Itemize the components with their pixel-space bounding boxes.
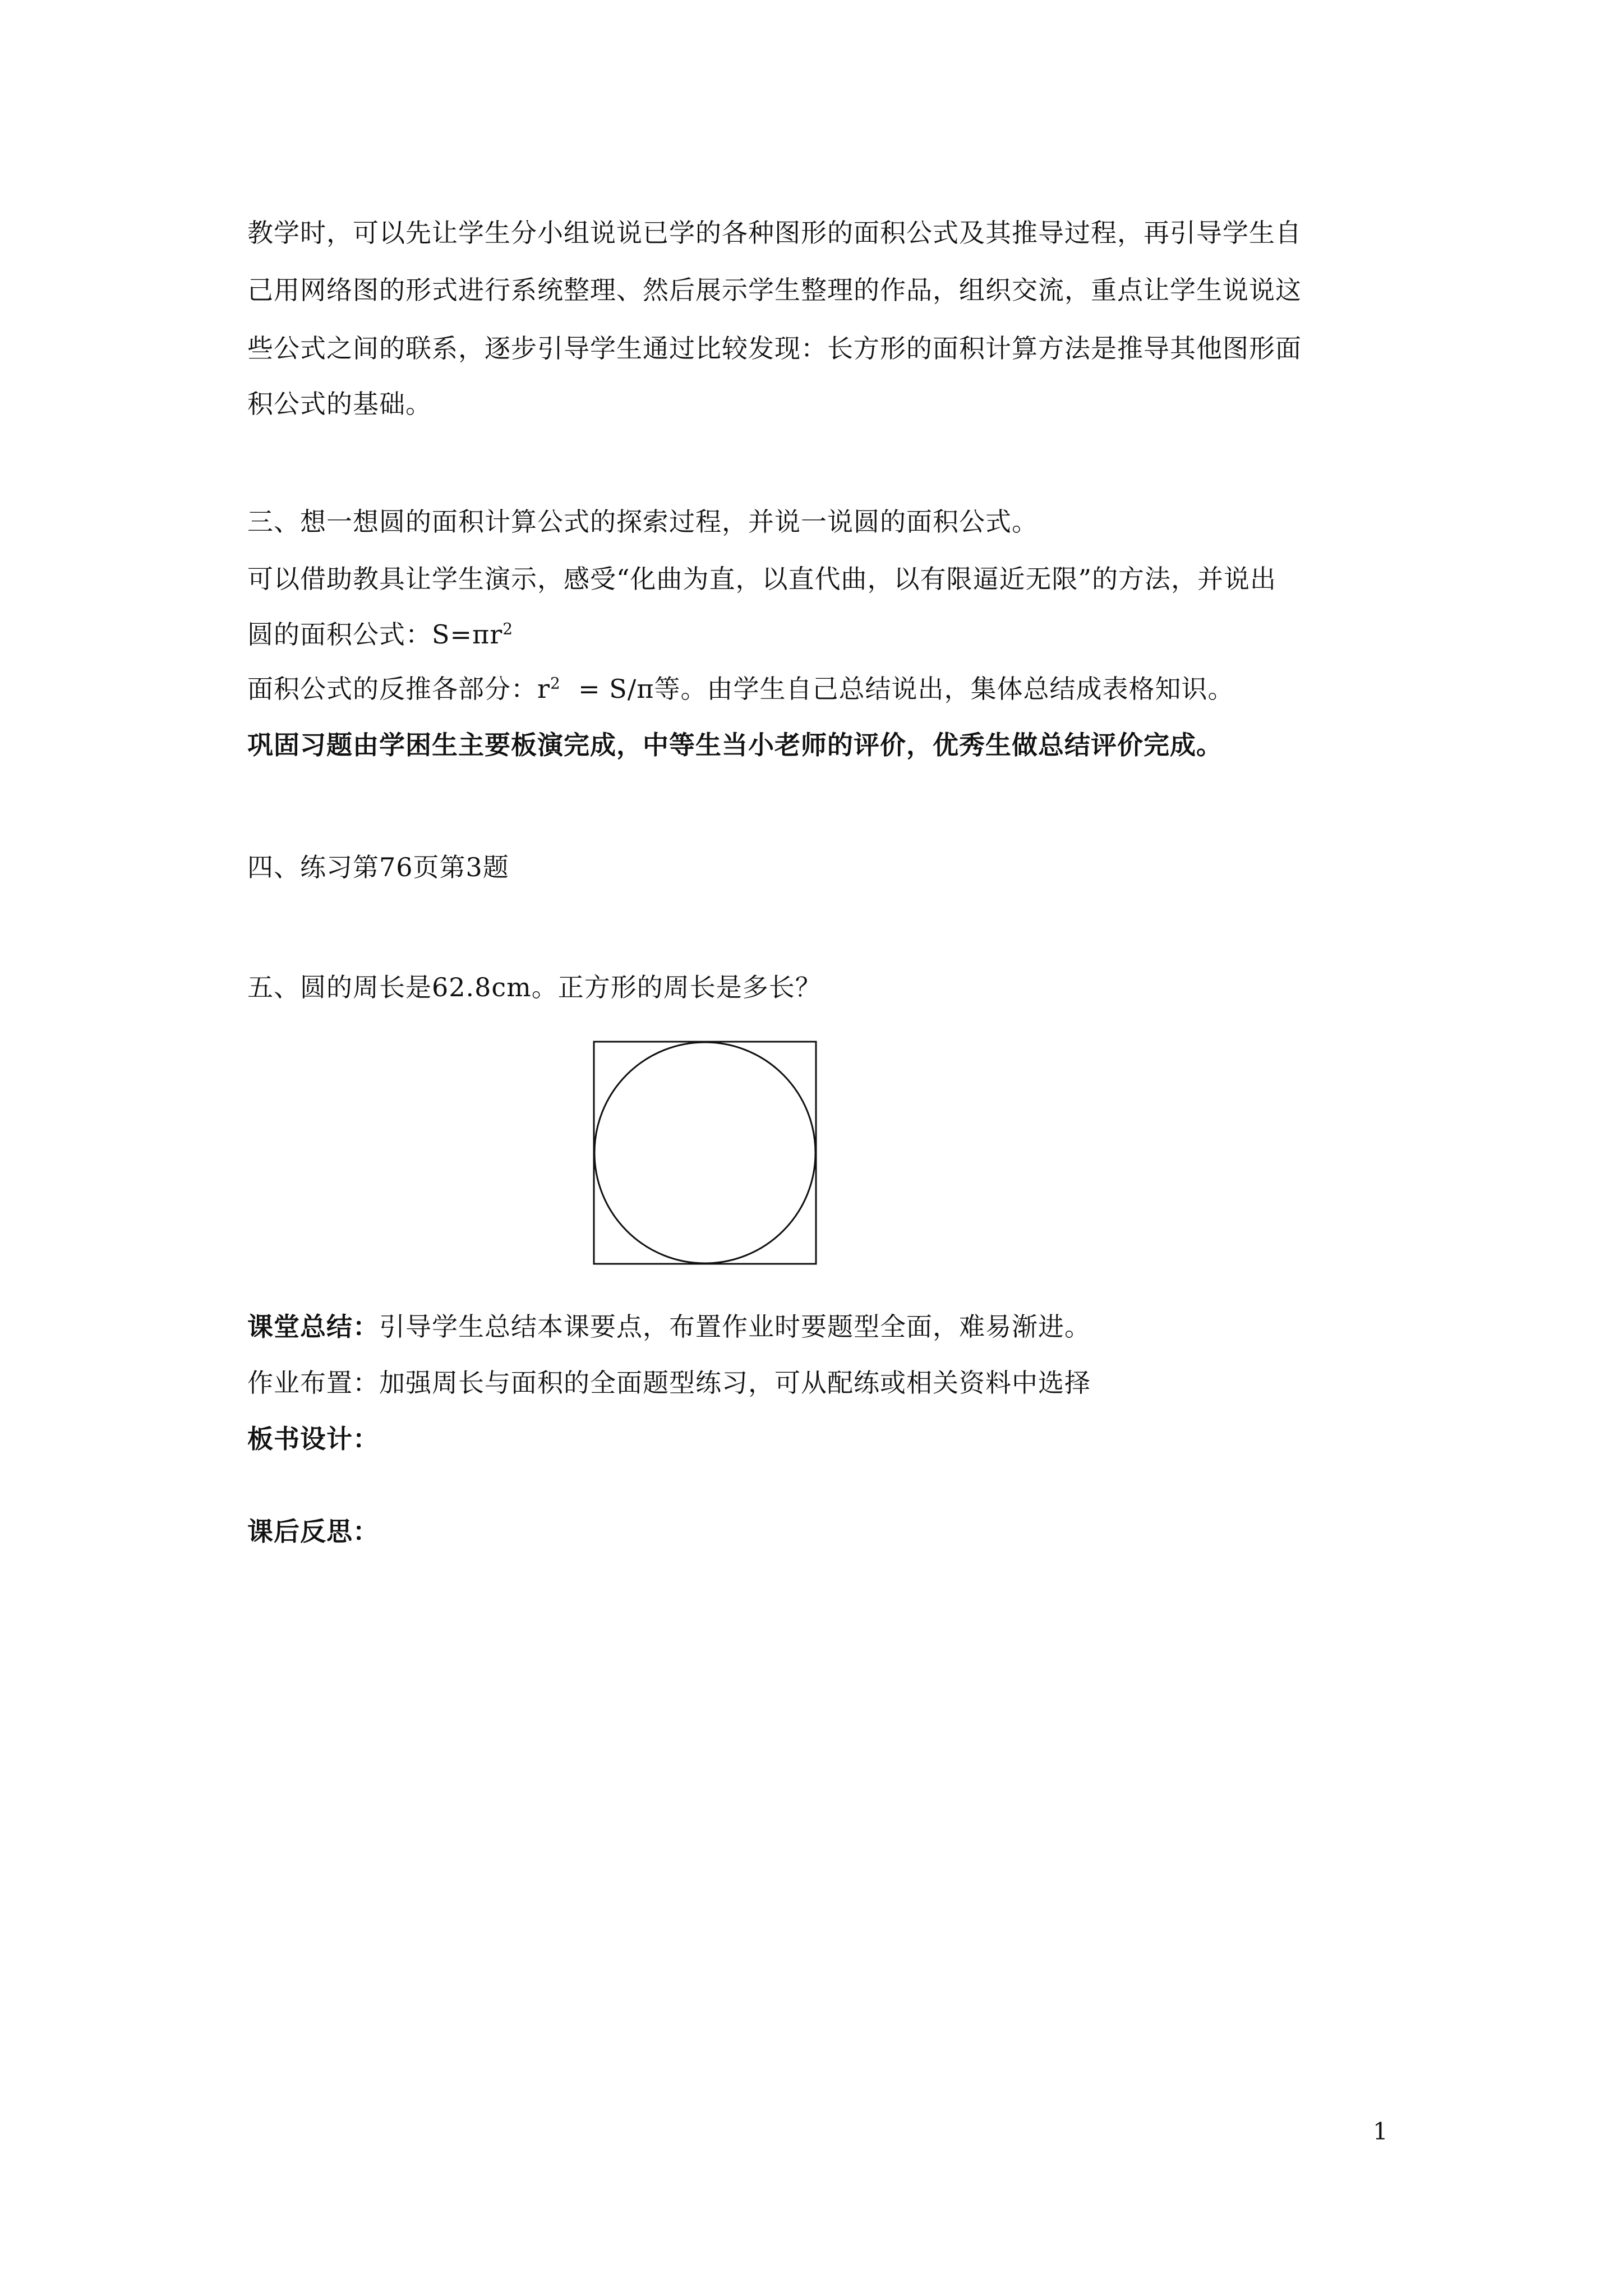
inverse-formula-exponent: 2	[550, 674, 561, 693]
class-summary-label: 课堂总结：	[247, 1312, 379, 1342]
inverse-formula-prefix: 面积公式的反推各部分：r	[247, 674, 550, 704]
intro-line-3: 些公式之间的联系，逐步引导学生通过比较发现：长方形的面积计算方法是推导其他图形面	[247, 333, 1302, 364]
section-3-line-1: 可以借助教具让学生演示，感受“化曲为直，以直代曲，以有限逼近无限”的方法，并说出	[247, 564, 1277, 594]
inverse-formula-line	[247, 672, 1234, 706]
intro-line-2: 己用网络图的形式进行系统整理、然后展示学生整理的作品，组织交流，重点让学生说说这	[247, 275, 1302, 305]
homework-label: 作业布置：	[247, 1368, 379, 1398]
area-formula-line	[247, 618, 513, 651]
page-number: 1	[1373, 2118, 1388, 2145]
section-3-heading: 三、想一想圆的面积计算公式的探索过程，并说一说圆的面积公式。	[247, 507, 1038, 537]
reflection-label: 课后反思：	[247, 1516, 379, 1547]
area-formula-text: 圆的面积公式：S=πr	[247, 619, 503, 650]
class-summary-line	[247, 1310, 1091, 1343]
inverse-formula-suffix: = S/π等。由学生自己总结说出，集体总结成表格知识。	[560, 674, 1234, 704]
intro-line-1: 教学时，可以先让学生分小组说说已学的各种图形的面积公式及其推导过程，再引导学生自	[247, 218, 1302, 248]
homework-text: 加强周长与面积的全面题型练习，可从配练或相关资料中选择	[379, 1368, 1091, 1398]
circle-in-square-figure	[593, 1041, 817, 1265]
class-summary-text: 引导学生总结本课要点，布置作业时要题型全面，难易渐进。	[379, 1312, 1091, 1342]
section-5-heading: 五、圆的周长是62.8cm。正方形的周长是多长？	[247, 972, 822, 1002]
section-4-heading: 四、练习第76页第3题	[247, 852, 509, 882]
homework-line	[247, 1366, 1091, 1400]
area-formula-exponent: 2	[502, 619, 514, 638]
practice-assignment-note: 巩固习题由学困生主要板演完成，中等生当小老师的评价，优秀生做总结评价完成。	[247, 730, 1223, 760]
inscribed-circle	[594, 1042, 815, 1263]
board-design-label: 板书设计：	[247, 1424, 379, 1454]
intro-line-4: 积公式的基础。	[247, 389, 432, 419]
